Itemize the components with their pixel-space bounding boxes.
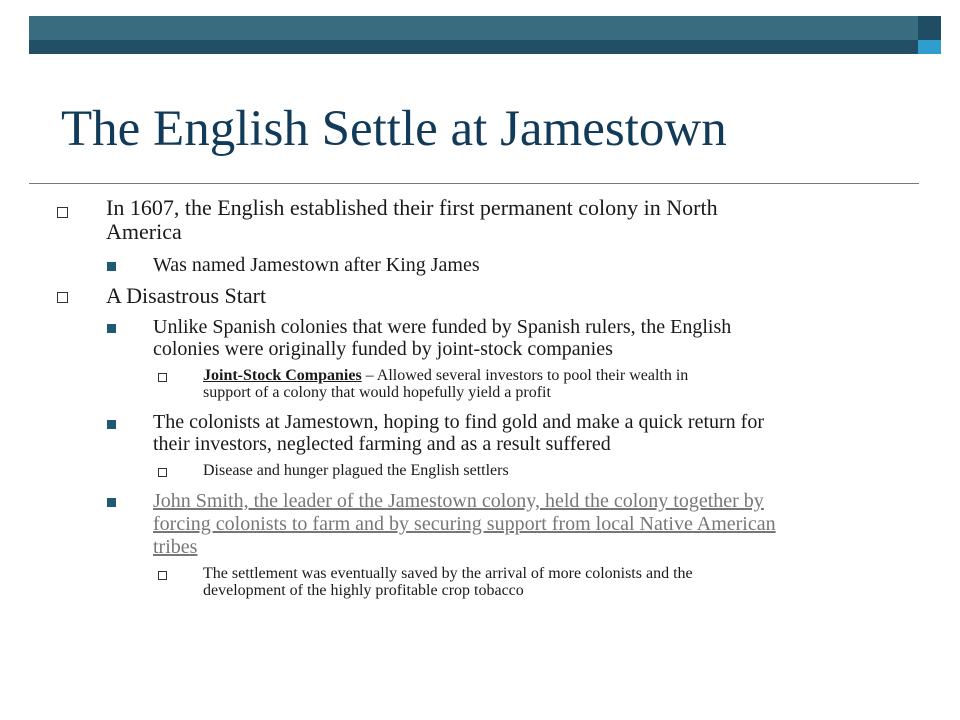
bullet-2-sub-3-sub-1-line-2: development of the highly profitable crop tobacco [203, 582, 524, 599]
term-joint-stock-companies: Joint-Stock Companies [203, 367, 362, 384]
small-hollow-square-bullet-icon [158, 468, 167, 477]
small-hollow-square-bullet-icon [158, 571, 167, 580]
small-hollow-square-bullet-icon [158, 373, 167, 382]
bullet-2-sub-1-line-1: Unlike Spanish colonies that were funded by Spanish rulers, the English [153, 316, 732, 338]
solid-square-bullet-icon [107, 324, 116, 333]
bullet-1-line-2: America [106, 219, 182, 244]
bullet-2-sub-1-sub-1-line-2: support of a colony that would hopefully yield a profit [203, 384, 551, 401]
bullet-2-line-1: A Disastrous Start [106, 283, 267, 308]
hollow-square-bullet-icon [57, 207, 68, 218]
header-corner-square-light [918, 40, 941, 54]
solid-square-bullet-icon [107, 420, 116, 429]
john-smith-link-line-2[interactable]: forcing colonists to farm and by securing support from local Native American [153, 513, 776, 535]
bullet-2-sub-2-line-2: their investors, neglected farming and as a result suffered [153, 433, 611, 455]
bullet-2-sub-2-sub-1: Disease and hunger plagued the English settlers [203, 462, 509, 479]
header-bar-bottom [29, 40, 941, 54]
header-bar-top [29, 16, 941, 40]
bullet-1-line-1: In 1607, the English established their first permanent colony in North [106, 195, 718, 220]
john-smith-link-line-1[interactable]: John Smith, the leader of the Jamestown colony, held the colony together by [153, 490, 764, 512]
bullet-2-sub-1-sub-1-line-1 [203, 367, 688, 384]
title-divider [29, 183, 919, 184]
slide-title: The English Settle at Jamestown [61, 101, 727, 157]
hollow-square-bullet-icon [57, 292, 68, 303]
john-smith-link-line-3[interactable]: tribes [153, 536, 198, 558]
term-definition: – Allowed several investors to pool their wealth in [361, 367, 689, 384]
bullet-2-sub-3-sub-1-line-1: The settlement was eventually saved by the arrival of more colonists and the [203, 565, 693, 582]
bullet-1-sub-1: Was named Jamestown after King James [153, 254, 480, 276]
solid-square-bullet-icon [107, 498, 116, 507]
bullet-2-sub-2-line-1: The colonists at Jamestown, hoping to find gold and make a quick return for [153, 411, 764, 433]
bullet-2-sub-1-line-2: colonies were originally funded by joint-stock companies [153, 338, 613, 360]
solid-square-bullet-icon [107, 262, 116, 271]
header-corner-square-dark [918, 16, 941, 40]
